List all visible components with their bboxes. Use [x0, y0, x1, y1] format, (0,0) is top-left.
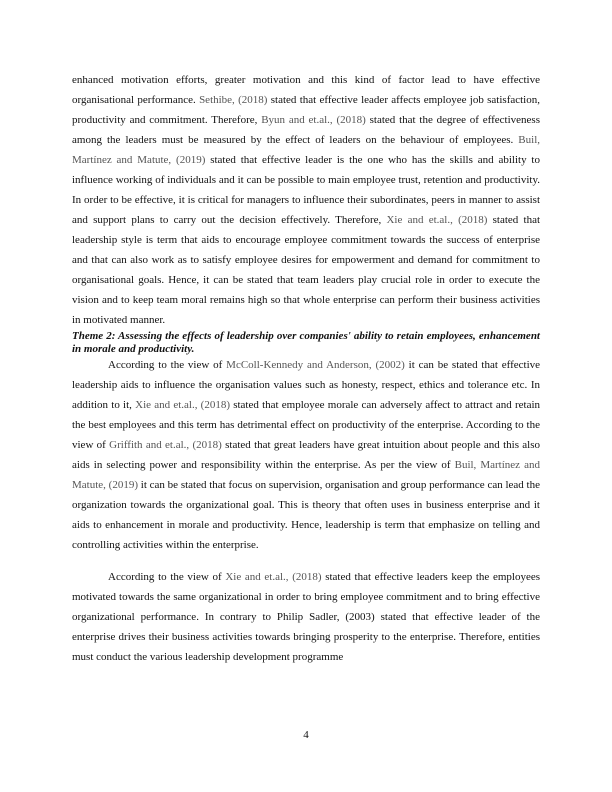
paragraph-text: stated that leadership style is term that aids to encourage employee commitment towards the success of enterprise and that can also work as to satisfy employee desires for empowerment and demand for commitment to organisational goals. Hence, it can be stated that team leaders play crucial role in order to execute the vision and to keep team moral remains high so that whole enterprise can perform their business activities in motivated manner. — [72, 214, 541, 326]
paragraph-text: stated that employee morale can adversely affect to attract and retain the best employees and this term has detrimental effect on productivity of the enterprise. According to the view of — [72, 399, 541, 451]
citation: McColl-Kennedy and Anderson, (2002) — [226, 359, 405, 371]
paragraph-text: stated that effective leaders keep the employees motivated towards the same organizational in order to bring employee commitment and to bring effective organizational performance. In contrary to Philip Sadler, (2003) stated that effective leader of the enterprise drives their business activities towards bringing prosperity to the enterprise. Therefore, entities must conduct the various leadership development programme — [72, 571, 541, 663]
citation: Xie and et.al., (2018) — [225, 571, 322, 583]
paragraph-text: stated that effective leader affects employee job satisfaction, productivity and commitment. Therefore, — [72, 94, 540, 126]
body-paragraph-1 — [72, 70, 540, 330]
paragraph-gap — [72, 555, 540, 567]
citation: Xie and et.al., (2018) — [135, 399, 230, 411]
paragraph-text: stated that effective leader is the one who has the skills and ability to influence working of individuals and it can be possible to main employee trust, retention and productivity. In order to be effective, it is critical for managers to influence their subordinates, peers in manner to assist and support plans to carry out the decision effectively. Therefore, — [72, 154, 540, 226]
citation: Buil, Martínez and Matute, (2019) — [72, 459, 540, 491]
citation: Sethibe, (2018) — [199, 94, 268, 106]
paragraph-text: stated that the degree of effectiveness among the leaders must be measured by the effect of leaders on the behaviour of employees. — [72, 114, 540, 146]
body-paragraph-2 — [72, 355, 540, 555]
paragraph-text: According to the view of — [108, 359, 227, 371]
paragraph-text: According to the view of — [108, 571, 226, 583]
citation: Buil, Martínez and Matute, (2019) — [72, 134, 540, 166]
paragraph-text: stated that great leaders have great intuition about people and this also aids in selecting power and responsibility within the enterprise. As per the view of — [72, 439, 540, 471]
page-number: 4 — [303, 729, 309, 741]
paragraph-text: it can be stated that focus on supervision, organisation and group performance can lead the organization towards the organizational goal. This is theory that often uses in business enterprise and it aids to enhancement in morale and productivity. Hence, leadership is term that emphasize on telling and controlling activities within the enterprise. — [72, 479, 540, 551]
paragraph-text: it can be stated that effective leadership aids to influence the organisation values such as honesty, respect, ethics and tolerance etc. In addition to it, — [72, 359, 541, 411]
citation: Griffith and et.al., (2018) — [109, 439, 222, 451]
body-paragraph-3 — [72, 567, 540, 667]
section-heading: Theme 2: Assessing the effects of leadership over companies' ability to retain employees, enhancement in morale and productivity. — [72, 330, 540, 355]
document-page — [72, 70, 540, 667]
paragraph-text: enhanced motivation efforts, greater motivation and this kind of factor lead to have effective organisational performance. — [72, 74, 540, 106]
citation: Xie and et.al., (2018) — [386, 214, 488, 226]
citation: Byun and et.al., (2018) — [261, 114, 366, 126]
